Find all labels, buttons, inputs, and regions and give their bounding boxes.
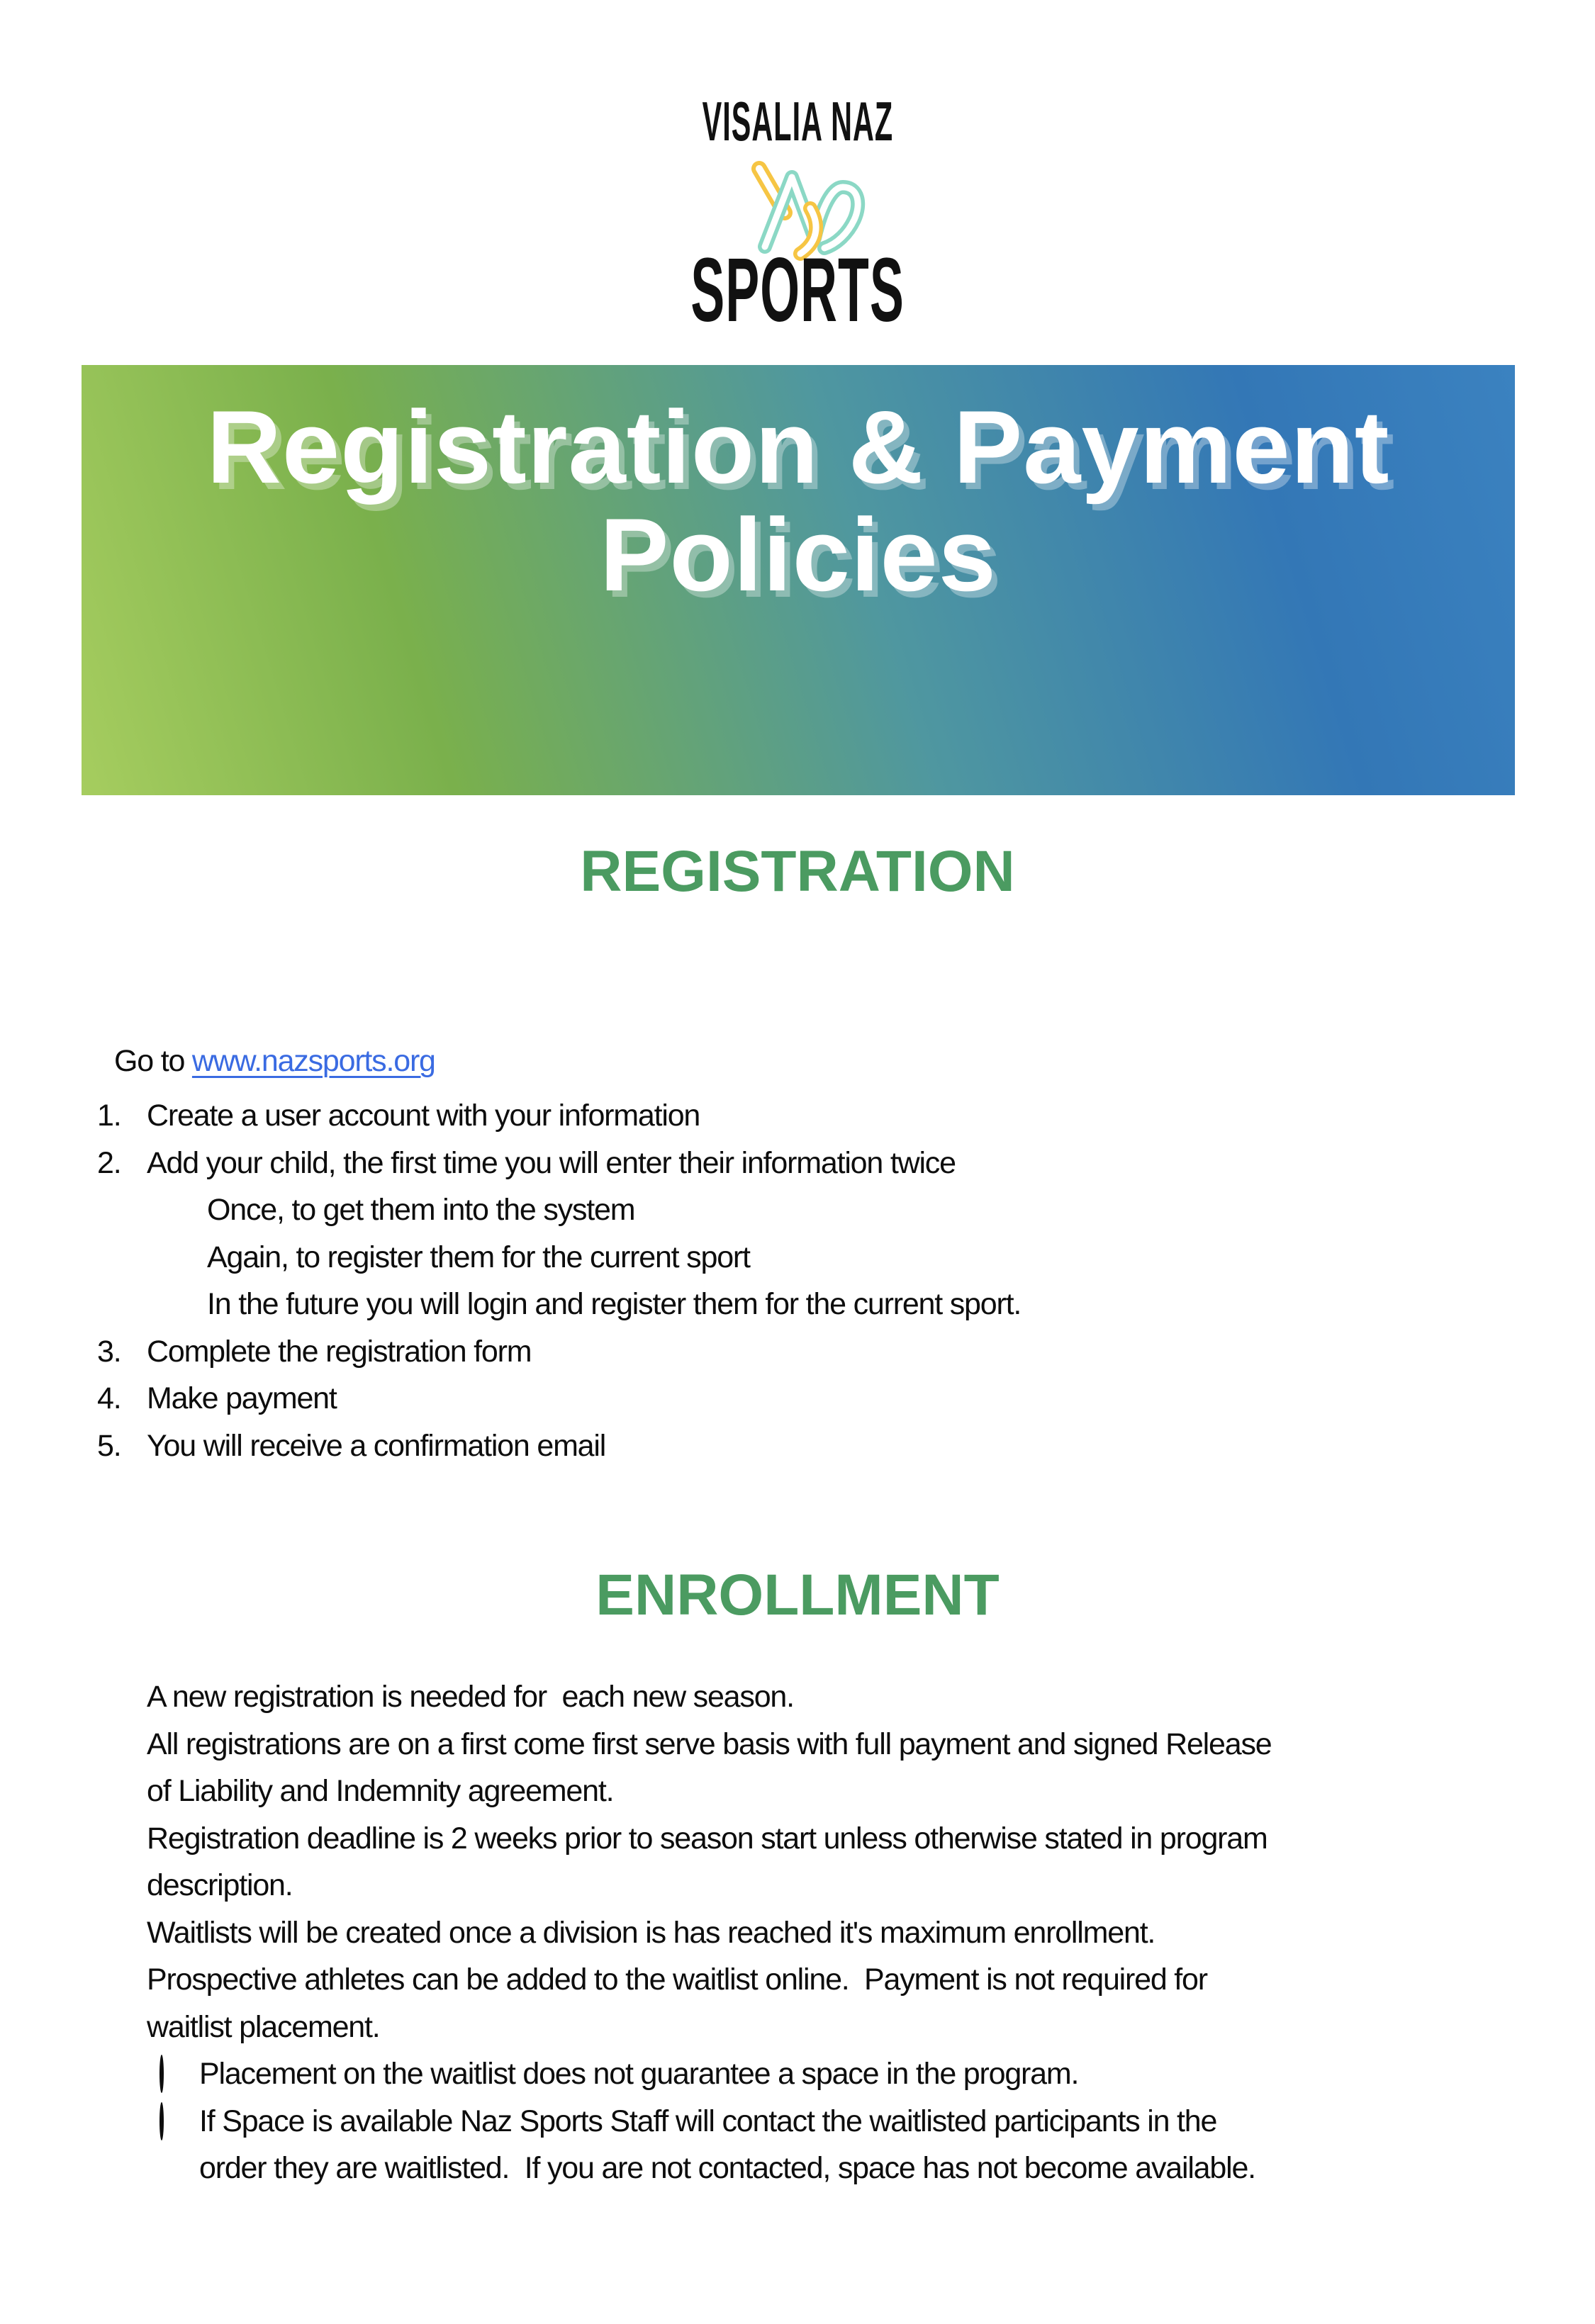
enrollment-bullet bbox=[0, 1909, 1595, 2051]
page-title bbox=[82, 365, 1515, 612]
registration-step bbox=[0, 1328, 1595, 1376]
enrollment-bullet bbox=[0, 1721, 1595, 1815]
list-number: 2. bbox=[97, 1145, 121, 1180]
registration-step bbox=[0, 1140, 1595, 1187]
list-text: In the future you will login and register them for the current sport. bbox=[207, 1287, 1022, 1321]
list-number: 3. bbox=[97, 1334, 121, 1369]
list-text: A new registration is needed for each new season. bbox=[147, 1680, 794, 1714]
list-number: 1. bbox=[97, 1099, 121, 1133]
registration-step bbox=[0, 1092, 1595, 1140]
list-number: 4. bbox=[97, 1381, 121, 1415]
list-text: Create a user account with your information bbox=[147, 1099, 700, 1133]
enrollment-bullets-list bbox=[0, 1673, 1595, 2192]
brand-wordmark-text: SPORTS bbox=[690, 240, 905, 341]
brand-name-text: VISALIA NAZ bbox=[702, 90, 893, 152]
registration-step bbox=[0, 1422, 1595, 1470]
list-text: Registration deadline is 2 weeks prior to season start unless otherwise stated in program description. bbox=[147, 1821, 1267, 1902]
list-number: 5. bbox=[97, 1428, 121, 1463]
registration-sub-bullet bbox=[0, 1234, 1595, 1281]
list-text: Again, to register them for the current sport bbox=[207, 1240, 750, 1274]
registration-heading: REGISTRATION bbox=[580, 839, 1015, 904]
list-text: All registrations are on a first come first serve basis with full payment and signed Release of Liability and Indemnity agreement. bbox=[147, 1727, 1272, 1808]
enrollment-sub-bullet bbox=[0, 2050, 1595, 2098]
enrollment-heading: ENROLLMENT bbox=[595, 1563, 1000, 1627]
page-title-line2: Policies bbox=[600, 497, 997, 612]
list-text: Complete the registration form bbox=[147, 1334, 532, 1369]
list-text: Waitlists will be created once a division is has reached it's maximum enrollment. Prospective athletes can be added to the waitlist online. Payment is not required for waitlist placement. bbox=[147, 1915, 1207, 2044]
registration-sub-bullet bbox=[0, 1281, 1595, 1328]
intro-prefix: Go to bbox=[114, 1044, 192, 1078]
list-text: If Space is available Naz Sports Staff will contact the waitlisted participants in the order they are waitlisted. If you are not contacted, space has not become available. bbox=[199, 2104, 1255, 2185]
registration-step bbox=[0, 1375, 1595, 1422]
registration-sub-bullet bbox=[0, 1186, 1595, 1234]
brand-name bbox=[0, 89, 1595, 154]
title-banner bbox=[82, 365, 1515, 795]
list-text: Placement on the waitlist does not guarantee a space in the program. bbox=[199, 2057, 1079, 2091]
nazsports-link[interactable]: www.nazsports.org bbox=[191, 1044, 435, 1078]
page-title-line1: Registration & Payment bbox=[206, 389, 1390, 505]
enrollment-sub-bullet bbox=[0, 2098, 1595, 2192]
enrollment-bullet bbox=[0, 1673, 1595, 1721]
list-text: You will receive a confirmation email bbox=[147, 1428, 606, 1463]
enrollment-bullet bbox=[0, 1815, 1595, 1909]
list-text: Add your child, the first time you will enter their information twice bbox=[147, 1145, 956, 1180]
list-text: Make payment bbox=[147, 1381, 337, 1415]
list-text: Once, to get them into the system bbox=[207, 1193, 635, 1227]
bullet-circle-icon bbox=[160, 2055, 164, 2093]
bullet-circle-icon bbox=[160, 2102, 164, 2140]
brand-wordmark bbox=[0, 238, 1595, 342]
registration-steps-list bbox=[0, 1092, 1595, 1469]
